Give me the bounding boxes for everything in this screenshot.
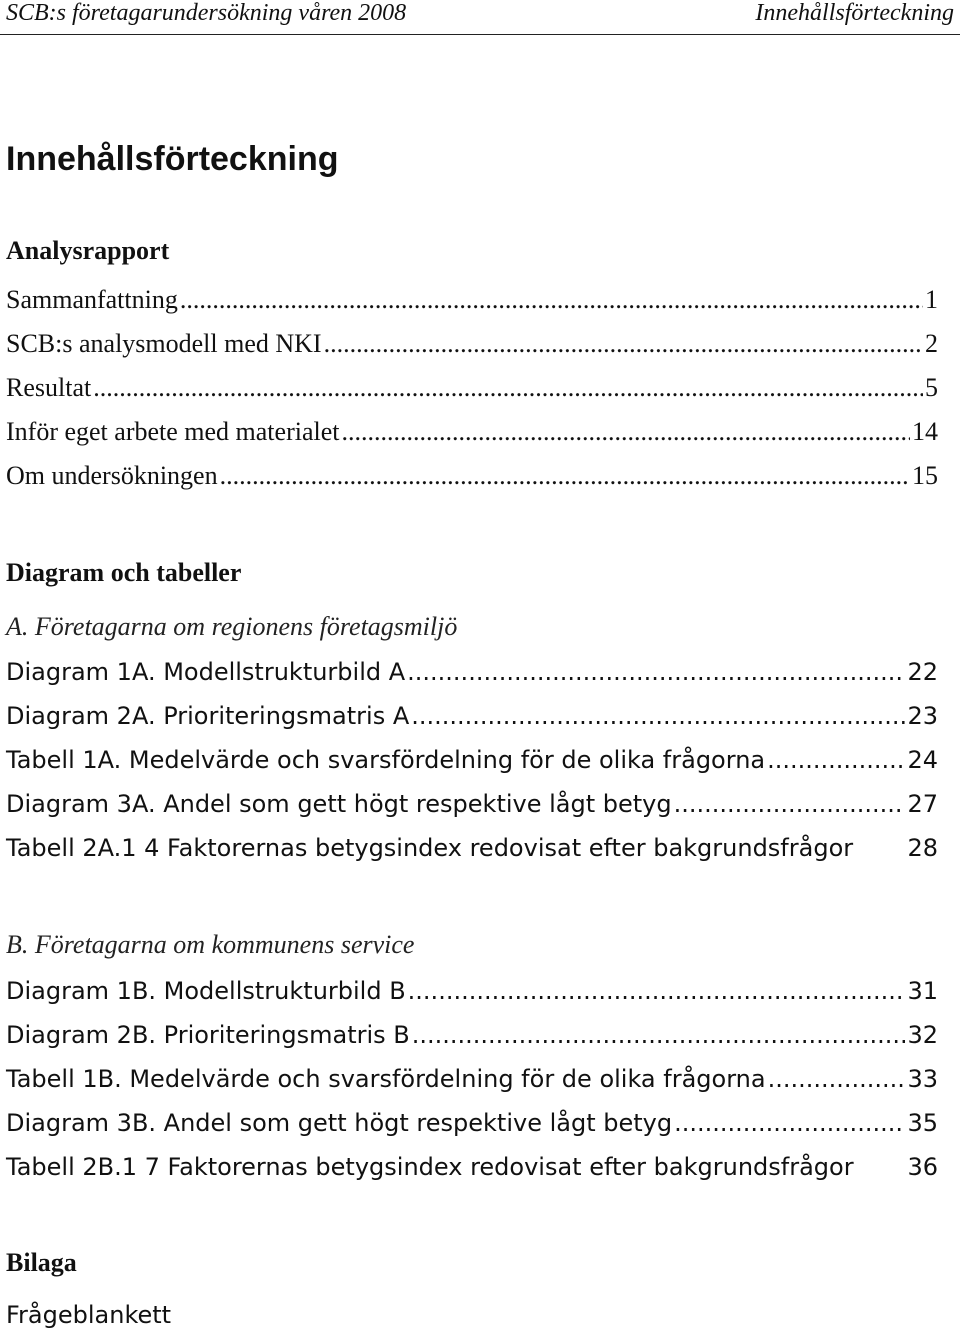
toc-entry-label: Diagram 1A. Modellstrukturbild A [6,658,406,686]
toc-entry-label: Diagram 3A. Andel som gett högt respektive lågt betyg [6,790,672,818]
dot-leader [341,416,910,448]
section-heading-appendix: Bilaga [6,1248,77,1277]
page-title: Innehållsförteckning [6,140,339,178]
toc-entry-label: Tabell 2A.1 4 Faktorernas betygsindex redovisat efter bakgrundsfrågor [6,834,854,862]
toc-entry-page: 2 [925,329,938,358]
toc-entry-page: 27 [907,790,938,818]
toc-entry-page: 32 [907,1021,938,1049]
section-heading-diagrams: Diagram och tabeller [6,558,242,587]
toc-entry-page: 31 [907,977,938,1005]
toc-entry[interactable] [6,975,938,1007]
toc-entry-page: 33 [907,1065,938,1093]
toc-entry[interactable] [6,700,938,732]
toc-entry-page: 5 [925,373,938,402]
toc-entry-label: Diagram 2B. Prioriteringsmatris B [6,1021,410,1049]
dot-leader [768,1063,906,1095]
toc-entry-label: Diagram 2A. Prioriteringsmatris A [6,702,410,730]
toc-entry[interactable] [6,372,938,404]
toc-entry[interactable] [6,1019,938,1051]
section-heading-analysis: Analysrapport [6,236,170,265]
subsection-heading-b: B. Företagarna om kommunens service [6,930,415,959]
toc-entry-page: 1 [925,285,938,314]
toc-entry-label: Tabell 1A. Medelvärde och svarsfördelning för de olika frågorna [6,746,766,774]
dot-leader [674,1107,905,1139]
dot-leader [407,656,905,688]
toc-entry-label: SCB:s analysmodell med NKI [6,329,322,358]
toc-entry-page: 28 [907,834,938,862]
toc-entry[interactable] [6,1299,938,1331]
toc-entry-label: Inför eget arbete med materialet [6,417,340,446]
dot-leader [408,975,906,1007]
toc-entry[interactable] [6,1063,938,1095]
toc-entry-label: Resultat [6,373,92,402]
toc-entry[interactable] [6,328,938,360]
toc-entry-page: 22 [907,658,938,686]
header-document-title: SCB:s företagarundersökning våren 2008 [6,0,407,26]
toc-entry-label: Tabell 2B.1 7 Faktorernas betygsindex redovisat efter bakgrundsfrågor [6,1153,854,1181]
dot-leader [767,744,905,776]
dot-leader [324,328,923,360]
dot-leader [180,284,923,316]
toc-entry-label: Tabell 1B. Medelvärde och svarsfördelning för de olika frågorna [6,1065,766,1093]
toc-entry[interactable] [6,1151,938,1183]
toc-entry[interactable] [6,1107,938,1139]
toc-entry[interactable] [6,460,938,492]
running-header [0,0,960,35]
toc-entry[interactable] [6,744,938,776]
toc-entry[interactable] [6,284,938,316]
dot-leader [220,460,910,492]
header-section-title: Innehållsförteckning [755,0,954,26]
toc-entry-label: Om undersökningen [6,461,218,490]
appendix-item-label: Frågeblankett [6,1301,172,1329]
toc-entry-page: 14 [912,417,938,446]
toc-entry-page: 24 [907,746,938,774]
dot-leader [93,372,923,404]
toc-entry[interactable] [6,656,938,688]
toc-entry-label: Diagram 1B. Modellstrukturbild B [6,977,406,1005]
toc-entry-page: 15 [912,461,938,490]
toc-entry[interactable] [6,788,938,820]
toc-entry-page: 35 [907,1109,938,1137]
toc-entry-label: Sammanfattning [6,285,178,314]
toc-entry-page: 36 [907,1153,938,1181]
toc-entry[interactable] [6,416,938,448]
subsection-heading-a: A. Företagarna om regionens företagsmiljö [6,612,458,641]
dot-leader [674,788,906,820]
toc-entry-label: Diagram 3B. Andel som gett högt respektive lågt betyg [6,1109,673,1137]
dot-leader [411,700,905,732]
toc-entry[interactable] [6,832,938,864]
dot-leader [412,1019,906,1051]
toc-entry-page: 23 [907,702,938,730]
